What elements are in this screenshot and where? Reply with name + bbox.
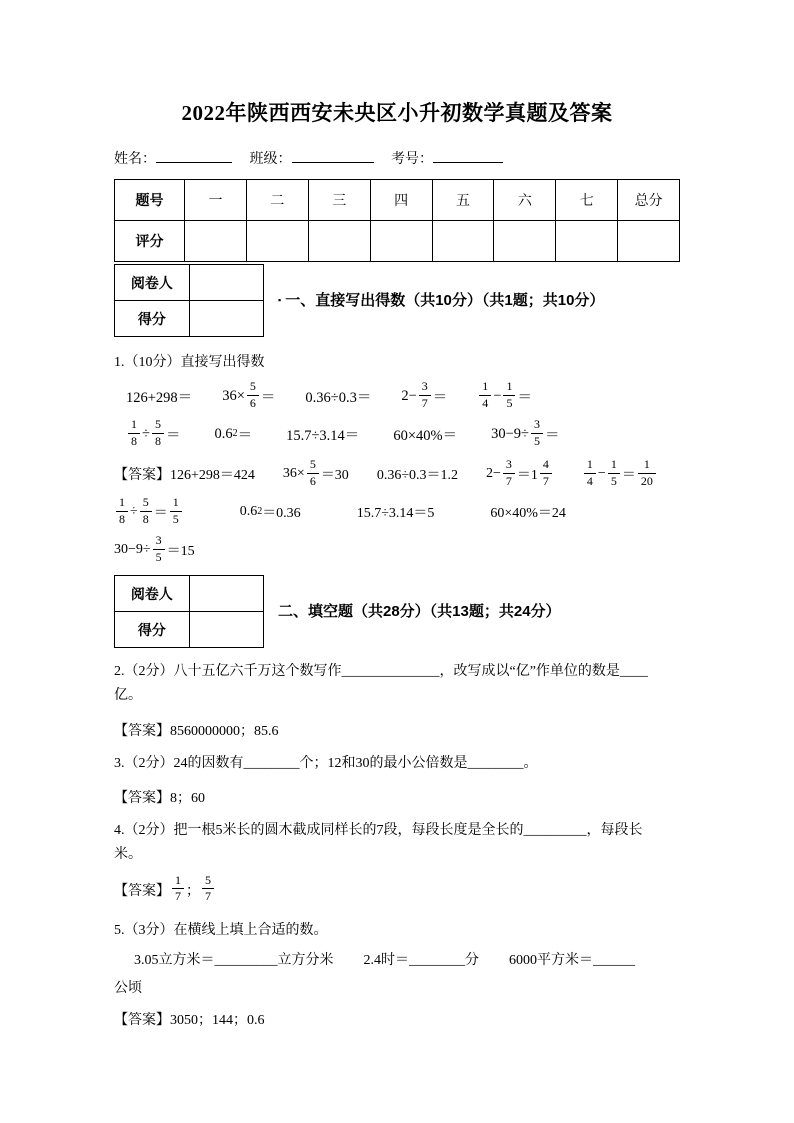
expression-text: ÷ (142, 425, 150, 442)
q5-item-2: 2.4时＝________分 (363, 952, 479, 968)
class-blank-line (292, 147, 374, 163)
score-table-col: 二 (246, 180, 308, 221)
fraction-numerator: 3 (503, 458, 515, 474)
fraction-denominator: 5 (155, 549, 162, 564)
page-title: 2022年陕西西安未央区小升初数学真题及答案 (181, 101, 613, 125)
score-table-col: 三 (308, 180, 370, 221)
fraction-numerator: 5 (247, 380, 259, 396)
answer-item (357, 502, 435, 522)
fraction-numerator: 4 (540, 458, 552, 474)
expression (393, 424, 457, 445)
expression-text: 30−9÷ (491, 425, 529, 442)
exam-number-label: 考号： (391, 152, 433, 167)
grader-reviewer-row (115, 265, 264, 301)
fraction-numerator: 1 (170, 496, 182, 512)
name-label: 姓名： (114, 152, 156, 167)
expression-text: ＝ (432, 389, 448, 406)
answer-text: ＝ (621, 468, 636, 483)
score-table-col: 六 (494, 180, 556, 221)
expression-text: 2− (401, 387, 417, 404)
fraction (608, 458, 620, 489)
fraction (503, 458, 515, 489)
fraction (531, 418, 543, 449)
reviewer-label: 阅卷人 (115, 576, 190, 612)
expression (286, 424, 359, 445)
expression: 0.6 2 ＝ (214, 425, 253, 444)
fraction (479, 380, 491, 411)
reviewer-cell-empty (189, 576, 263, 612)
fraction-numerator: 3 (531, 418, 543, 434)
fraction-numerator: 1 (172, 874, 184, 890)
fraction (116, 496, 128, 527)
fraction (170, 496, 182, 527)
score-table-header-row (115, 180, 680, 221)
expression-text: 0.36÷0.3＝ (305, 389, 372, 406)
section-1-header-row (114, 262, 680, 337)
fraction-numerator: 1 (116, 496, 128, 512)
fraction-denominator: 7 (175, 889, 181, 904)
score-table-col: 五 (432, 180, 494, 221)
q5-block (114, 919, 680, 943)
q2-answer: 【答案】8560000000；85.6 (114, 723, 279, 739)
expression (491, 416, 560, 450)
fraction-denominator: 8 (131, 433, 137, 448)
fraction-denominator: 6 (309, 473, 316, 488)
section-2-header-row (114, 573, 680, 648)
fraction (153, 534, 165, 565)
score-summary-table (114, 179, 680, 262)
q5-item-1: 3.05立方米＝_________立方分米 (134, 952, 334, 968)
score-cell-empty (189, 301, 263, 337)
answer-text: 2− (486, 466, 501, 481)
fraction-denominator: 7 (542, 473, 549, 488)
score-label: 得分 (115, 301, 190, 337)
fraction-denominator: 7 (421, 395, 428, 410)
fraction-denominator: 7 (205, 889, 211, 904)
fraction (172, 874, 184, 905)
expression (477, 378, 532, 412)
score-cell-empty (308, 221, 370, 262)
grader-score-row (115, 301, 264, 337)
fraction-numerator: 5 (202, 874, 214, 890)
expression (126, 386, 192, 407)
student-info-line (114, 147, 680, 168)
fraction-denominator: 5 (506, 395, 513, 410)
section-1-heading-text: 一、直接写出得数（共10分）（共1题；共10分） (285, 292, 605, 309)
answer-item (114, 494, 184, 528)
name-blank-line (156, 147, 232, 163)
answer-text: 126+298＝424 (170, 468, 255, 483)
fraction-denominator: 7 (505, 473, 512, 488)
fraction (128, 418, 140, 449)
section-1-heading (278, 289, 604, 310)
q4-text-line-2: 米。 (114, 847, 142, 863)
q1-expression-row-2 (114, 417, 680, 451)
fraction-denominator: 4 (586, 473, 593, 488)
expression-text: ＝ (517, 389, 532, 406)
fraction (247, 380, 259, 411)
answer-item (282, 456, 349, 490)
answer-item (582, 456, 658, 490)
reviewer-label: 阅卷人 (115, 265, 190, 301)
score-cell-empty (185, 221, 247, 262)
q5-item-3: 6000平方米＝______ (509, 952, 635, 968)
q2-text-line-1: 2.（2分）八十五亿六千万这个数写作______________，改写成以“亿”作单位的数是____ (114, 664, 648, 679)
expression-text: ＝ (237, 427, 253, 444)
expression (222, 378, 276, 412)
q1-answer-row-1 (114, 457, 680, 491)
q4-block (114, 819, 680, 867)
expression-text: ＝ (260, 389, 276, 406)
grader-reviewer-row (115, 576, 264, 612)
fraction-denominator: 8 (154, 433, 161, 448)
fraction-numerator: 3 (419, 380, 431, 396)
score-cell-empty (618, 221, 680, 262)
score-table-col: 一 (185, 180, 247, 221)
fraction (503, 380, 515, 411)
fraction (140, 496, 152, 527)
answer-item (486, 456, 554, 490)
fraction-denominator: 8 (119, 511, 125, 526)
answer-text: ； (186, 883, 200, 899)
fraction-numerator: 1 (479, 380, 491, 396)
answer-item (490, 502, 566, 522)
answer-text: ÷ (130, 504, 138, 519)
fraction-numerator: 5 (152, 418, 164, 434)
grader-box-2 (114, 575, 264, 648)
class-label: 班级： (249, 152, 292, 167)
fraction-denominator: 20 (640, 473, 653, 488)
question-number-label: 题号 (115, 180, 185, 221)
expression-text: 36× (222, 387, 245, 404)
answer-text: 15.7÷3.14＝5 (356, 506, 435, 521)
score-cell-empty (189, 612, 263, 648)
q3-answer: 【答案】8；60 (114, 791, 205, 807)
expression-text: 126+298＝ (126, 389, 193, 406)
q2-text-line-2: 亿。 (114, 687, 142, 703)
fraction-numerator: 1 (608, 458, 620, 474)
answer-text: ＝15 (166, 544, 195, 559)
score-cell-empty (246, 221, 308, 262)
answer-text: ＝ (153, 506, 168, 521)
fraction-denominator: 5 (610, 473, 617, 488)
fraction-denominator: 8 (142, 511, 149, 526)
fraction (419, 380, 431, 411)
answer-text: − (597, 466, 606, 481)
answer-text: 0.6 (239, 504, 258, 519)
grader-score-row (115, 612, 264, 648)
answer-label: 【答案】 (114, 883, 170, 899)
grader-box-1 (114, 264, 264, 337)
score-row-label: 评分 (115, 221, 185, 262)
fraction (638, 458, 656, 489)
score-table-col: 七 (556, 180, 618, 221)
q1-answer-row-3 (114, 533, 680, 567)
fraction-numerator: 5 (307, 458, 319, 474)
expression-text: − (493, 387, 502, 404)
reviewer-cell-empty (189, 265, 263, 301)
score-cell-empty (432, 221, 494, 262)
fraction (584, 458, 596, 489)
answer-item (114, 464, 255, 484)
expression (126, 416, 181, 450)
fraction-numerator: 1 (128, 418, 140, 434)
expression-text: 15.7÷3.14＝ (286, 427, 360, 444)
answer-text: ＝0.36 (262, 506, 301, 521)
fraction-denominator: 6 (249, 395, 256, 410)
q5-items-row (114, 949, 680, 969)
section-2-heading-text: 二、填空题（共28分）（共13题；共24分） (278, 603, 561, 620)
score-cell-empty (494, 221, 556, 262)
score-cell-empty (370, 221, 432, 262)
q4-text-line-1: 4.（2分）把一根5米长的圆木截成同样长的7段，每段长度是全长的_________，每段长 (114, 823, 643, 839)
answer-label: 【答案】 (114, 468, 170, 483)
fraction-numerator: 1 (584, 458, 596, 474)
fraction-numerator: 1 (638, 458, 656, 474)
exam-number-blank-line (433, 147, 503, 163)
fraction-denominator: 5 (172, 511, 179, 526)
q3-block (114, 752, 680, 776)
fraction-numerator: 3 (153, 534, 165, 550)
expression-text: ＝ (165, 427, 181, 444)
answer-text: 30−9÷ (114, 542, 151, 557)
answer-text: ＝30 (320, 468, 349, 483)
score-table-col: 四 (370, 180, 432, 221)
fraction-denominator: 4 (482, 395, 489, 410)
answer-item: 0.6 2 ＝0.36 (239, 504, 301, 521)
q5-answer: 【答案】3050；144；0.6 (114, 1012, 265, 1028)
score-table-col-total: 总分 (618, 180, 680, 221)
q1-stem: 1.（10分）直接写出得数 (114, 355, 265, 370)
answer-text: 0.36÷0.3＝1.2 (376, 468, 458, 483)
q5-continuation: 公顷 (114, 980, 142, 996)
q3-text: 3.（2分）24的因数有________个；12和30的最小公倍数是________。 (114, 755, 538, 771)
expression (305, 386, 371, 407)
expression-text: ＝ (544, 427, 560, 444)
fraction (152, 418, 164, 449)
expression-text: 60×40%＝ (393, 427, 458, 444)
answer-text: 36× (282, 466, 305, 481)
answer-text: ＝1 (516, 468, 538, 483)
expression (401, 378, 448, 412)
q2-block (114, 660, 680, 708)
score-label: 得分 (115, 612, 190, 648)
section-2-heading (278, 600, 561, 621)
answer-item (377, 464, 458, 484)
answer-item (114, 532, 195, 566)
section-bullet-icon: ▪ (278, 295, 282, 305)
q1-expression-row-1 (114, 379, 680, 413)
q1-answer-row-2 (114, 495, 680, 529)
q4-answer (114, 873, 680, 907)
fraction-numerator: 1 (503, 380, 515, 396)
score-table-score-row (115, 221, 680, 262)
score-cell-empty (556, 221, 618, 262)
fraction (202, 874, 214, 905)
fraction (307, 458, 319, 489)
fraction-numerator: 5 (140, 496, 152, 512)
fraction-denominator: 5 (533, 433, 540, 448)
q5-stem: 5.（3分）在横线上填上合适的数。 (114, 922, 328, 938)
fraction (540, 458, 552, 489)
expression-text: 0.6 (214, 425, 233, 442)
answer-text: 60×40%＝24 (490, 506, 566, 521)
